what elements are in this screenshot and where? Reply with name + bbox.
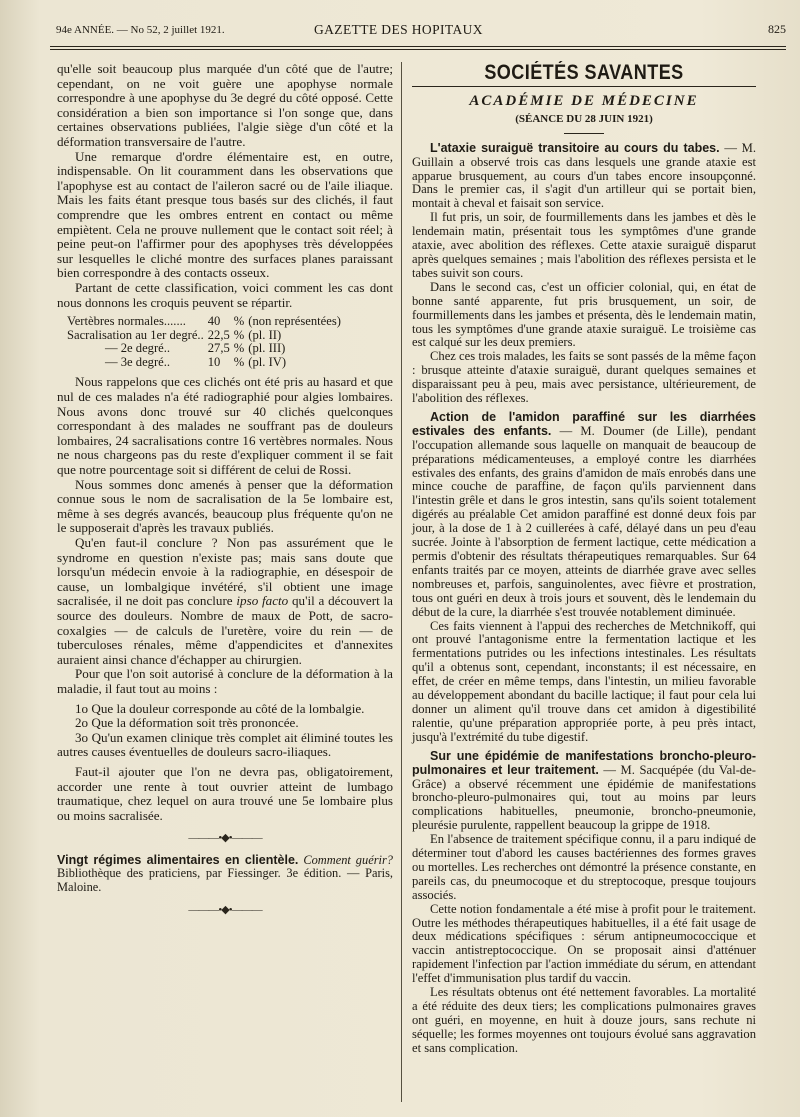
article-ataxie (412, 142, 756, 212)
table-cell-unit: % (233, 314, 245, 329)
article-title: Sur une épidémie de manifestations broncho-pleuro-pulmonaires et leur traitement. (412, 748, 756, 777)
academy-heading: ACADÉMIE DE MÉDECINE (469, 92, 699, 109)
paragraph: Nous sommes donc amenés à penser que la déformation connue sous le nom de sacralisation de la 5e lombaire est, même à ses degrés avancés, beaucoup plus fréquente qu'on ne le supposerait d'après les travaux publiés. (57, 476, 393, 536)
paragraph: Il fut pris, un soir, de fourmillements dans les jambes et dès le lendemain matin, présentait tous les symptômes d'une grande ataxie, avec abolition des réflexes. Cette ataxie suraiguë disparut après quelques semaines ; mais l'abolition des réflexes persista et le tabes suivit son cours. (412, 210, 756, 280)
table-row (67, 342, 345, 356)
table-cell-note: (pl. II) (248, 327, 282, 342)
table-cell-unit: % (233, 327, 245, 342)
bibliography-title: Vingt régimes alimentaires en clientèle. (57, 852, 299, 867)
table-cell-note: (non représentées) (248, 314, 341, 329)
paragraph: Nous rappelons que ces clichés ont été pris au hasard et que nul de ces malades n'a été radiographié pour algies lombaires. Nous avons donc trouvé sur 40 clichés quelconques correspondant à des malades ne souffrant pas de douleurs lombaires, 24 sacralisations contre 16 vertèbres normales. Nous ne nous chargeons pas du reste d'expliquer comment il se fait que notre pourcentage soit si différent de celui de Rossi. (57, 374, 393, 478)
list-item: 1o Que la douleur corresponde au côté de la lombalgie. (75, 700, 365, 716)
section-title: SOCIÉTÉS SAVANTES (484, 61, 684, 84)
page-header (56, 18, 786, 40)
list-item: 3o Qu'un examen clinique très complet ait éliminé toutes les autres causes éventuelles de douleurs sacro-iliaques. (57, 729, 393, 760)
paragraph: Chez ces trois malades, les faits se sont passés de la même façon : brusque atteinte d'ataxie suraiguë, durant quelques semaines et disparaissant peu à peu, mais avec persistance, ultérieurement, de l'abolition des réflexes. (412, 349, 756, 406)
paragraph: Les résultats obtenus ont été nettement favorables. La mortalité a été réduite des deux tiers; les complications pulmonaires graves ont guéri, en moyenne, en huit à douze jours, sans rechute ni séquelle; les formes moyennes ont toujours évolué sans aggravation et sans complication. (412, 985, 756, 1055)
article-text: — M. Guillain a observé trois cas dans lesquels une grande ataxie est apparue brusquement, au cours d'un tabes encore insoupçonné. Dans le premier cas, il s'agit d'un artilleur qui se portait bien, montait à cheval et faisait son service. (412, 140, 756, 211)
right-column (412, 62, 756, 1056)
table-cell-label: — 3e degré.. (105, 354, 171, 369)
paragraph: Pour que l'on soit autorisé à conclure de la déformation à la maladie, il faut tout au moins : (57, 666, 393, 696)
article-text: — M. Sacquépée (du Val-de-Grâce) a observé récemment une épidémie de manifestations broncho-pleuro-pulmonaires qui, tout au moins par leurs complications habituelles, pneumonie, broncho-pneumonie, pleurésie purulente, rappellent beaucoup la grippe de 1918. (412, 762, 756, 833)
article-amidon (412, 411, 756, 620)
table-cell-value: 22,5 (207, 327, 230, 342)
bibliography-details: Bibliothèque des praticiens, par Fiessinger. 3e édition. — Paris, Maloine. (57, 866, 393, 895)
article-title: Action de l'amidon paraffiné sur les diarrhées estivales des enfants. (412, 409, 756, 438)
section-rule (412, 86, 756, 87)
italic-text: ipso facto (236, 593, 289, 609)
table-row (67, 315, 345, 329)
ornament-divider: ———•◆•——— (188, 832, 262, 845)
header-rule-2 (50, 49, 786, 50)
paragraph: Dans le second cas, c'est un officier colonial, qui, en état de bonne santé apparente, fut pris brusquement, un soir, de fourmillements dans les jambes et présenta, dès le lendemain matin, tous les symptômes d'une grande ataxie suraiguë. Le troisième cas est calqué sur les deux premiers. (412, 279, 756, 350)
paragraph (57, 536, 393, 667)
paragraph: Une remarque d'ordre élémentaire est, en outre, indispensable. On lit couramment dans les observations que l'apophyse est au contact de l'aileron sacré ou de l'aile iliaque. Mais les faits étant presque tous basés sur des clichés, il faut comprendre que les ombres entrent en contact ou même empiètent. Cela ne prouve nullement que le contact soit réel; à peine peut-on l'affirmer pour des apophyses très développées sur lesquelles le cliché montre des surfaces planes paraissant bien correspondre à des contacts osseux. (57, 148, 393, 281)
journal-title: GAZETTE DES HOPITAUX (314, 22, 483, 37)
text-run: qu'il a découvert la source des douleurs. Nombre de maux de Pott, de sacro-coxalgies — de calculs de l'uretère, voire du rein — de tuberculoses rénales, même d'appendicites et d'annexites auraient ainsi chance d'échapper au chirurgien. (57, 593, 393, 667)
ornament-divider: ———•◆•——— (188, 903, 262, 916)
table-cell-note: (pl. IV) (248, 354, 287, 369)
column-divider (401, 62, 402, 1102)
session-date: (SÉANCE DU 28 JUIN 1921) (515, 112, 653, 125)
table-cell-label: Vertèbres normales....... (67, 314, 186, 329)
table-cell-value: 27,5 (207, 341, 230, 356)
paragraph: En l'absence de traitement spécifique connu, il a paru indiqué de déterminer tout d'abord les causes bactériennes des formes graves ou mortelles. Les recherches ont démontré la présence constante, en pareils cas, du pneumocoque et du streptocoque, presque toujours associés. (412, 832, 756, 902)
vertebrae-table (67, 315, 345, 369)
paragraph: qu'elle soit beaucoup plus marquée d'un côté que de l'autre; cependant, on ne voit guère une apophyse normale correspondre à une apophyse du 3e degré du côté opposé. Cette considération a bien son importance si l'on songe que, dans certaines observations publiées, l'algie siège d'un côté et la déformation transversaire de l'autre. (57, 61, 393, 149)
table-cell-unit: % (233, 341, 245, 356)
left-column (57, 62, 393, 925)
table-cell-value: 10 (207, 354, 221, 369)
paragraph: Partant de cette classification, voici comment les cas dont nous donnons les croquis peuvent se répartir. (57, 279, 393, 310)
table-cell-value: 40 (207, 314, 221, 329)
paragraph: Cette notion fondamentale a été mise à profit pour le traitement. Outre les méthodes thérapeutiques habituelles, il a été fait usage de deux médications spécifiques : sérum antipneumococcique et vaccin antistreptococcique. On se proposait ainsi d'atténuer rapidement l'infection par l'action immédiate du sérum, en attendant l'effet d'immunisation plus tardif du vaccin. (412, 901, 756, 986)
paragraph: Ces faits viennent à l'appui des recherches de Metchnikoff, qui ont prouvé l'antagonisme entre la fermentation lactique et les fermentations putrides ou les infections intestinales. Les résultats qu'il a obtenus sont, cependant, inconstants; il est nécessaire, en effet, de créer en même temps, dans l'intestin, un milieu favorable au développement abondant du bacille lactique; il faut pour cela lui donner un aliment qu'il trouve dans cet amidon à digestibilité ralentie, qu'une préparation appropriée porte, à peu près intact, jusqu'à l'extrémité du tube digestif. (412, 618, 756, 744)
paragraph: Faut-il ajouter que l'on ne devra pas, obligatoirement, accorder une rente à tout ouvrier atteint de lumbago traumatique, chez lequel on aura trouvé une 5e lombaire plus ou moins sacralisée. (57, 763, 393, 823)
table-row (67, 329, 345, 343)
table-cell-note: (pl. III) (248, 341, 286, 356)
bibliography-subtitle: Comment guérir? (303, 852, 393, 867)
page-number: 825 (768, 22, 786, 36)
table-row (67, 356, 345, 370)
bibliography-note (57, 854, 393, 895)
short-rule (564, 133, 604, 134)
table-cell-label: Sacralisation au 1er degré.. (67, 327, 204, 342)
list-item: 2o Que la déformation soit très prononcée. (75, 715, 299, 731)
table-cell-label: — 2e degré.. (105, 341, 171, 356)
article-text: — M. Doumer (de Lille), pendant l'occupation allemande sous laquelle on manquait de beaucoup de préparations médicamenteuses, a employé contre les diarrhées estivales des enfants, des grains d'amidon de maïs enrobés dans une mince couche de paraffine, de façon qu'ils parviennent dans l'intestin grêle et dans le gros intestin, sans qu'ils soient totalement digérés au préalable Cet amidon paraffiné est donné deux fois par jour, à la dose de 1 à 2 cuillerées à café, délayé dans un peu d'eau sucrée. Jointe à l'absorption de ferment lactique, cette médication a permis d'obtenir des résultats thérapeutiques remarquables. Sur 64 enfants traités par ce moyen, atteints de diarrhée grave avec selles nombreuses et, parfois, sanguinolentes, avec fièvre et prostration, tous ont guéri en deux à trois jours et souvent, dès le lendemain du début de la cure, la diarrhée s'est trouvée notablement diminuée. (412, 423, 757, 619)
table-cell-unit: % (233, 354, 245, 369)
issue-info: 94e ANNÉE. — No 52, 2 juillet 1921. (56, 24, 225, 36)
header-rule (50, 46, 786, 47)
article-title: L'ataxie suraiguë transitoire au cours du tabes. (430, 140, 720, 155)
text-run: Qu'en faut-il conclure ? Non pas assurément que le syndrome en question n'existe pas; mais sans doute que lorsqu'un médecin envoie à la radiographie, en désespoir de cause, un lombalgique invétéré, s'il obtient une image sacralisée, il ne doit pas conclure (57, 535, 393, 609)
article-epidemie (412, 750, 756, 833)
